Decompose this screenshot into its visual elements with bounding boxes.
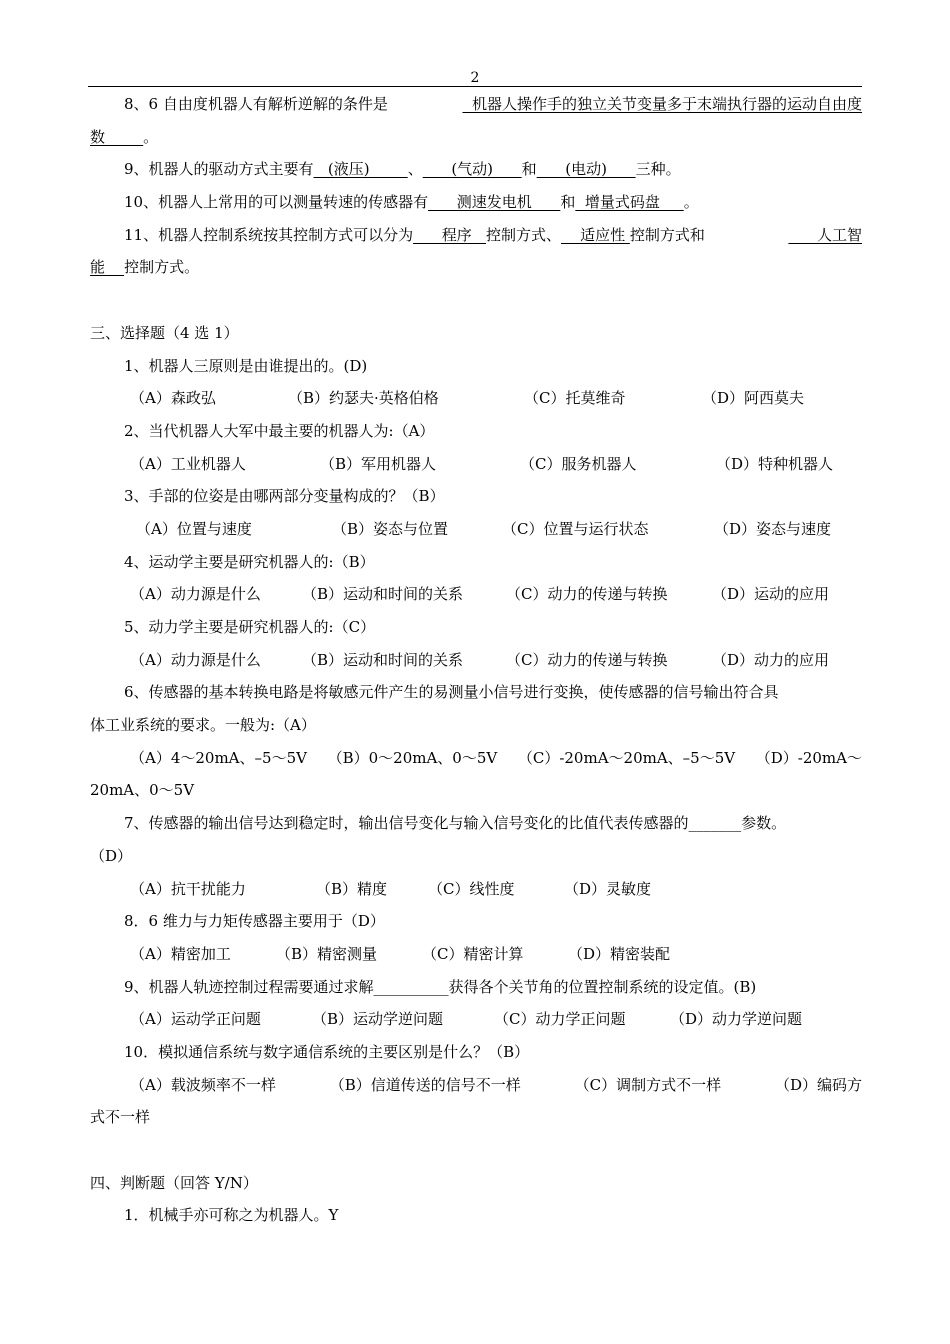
mc8-option-b: （B）精密测量 bbox=[276, 944, 378, 963]
fill-q9-answer-3: (电动) bbox=[536, 160, 636, 179]
fill-q10-end: 。 bbox=[683, 193, 699, 212]
mc7-option-c: （C）线性度 bbox=[428, 879, 515, 898]
mc7-option-a: （A）抗干扰能力 bbox=[130, 879, 246, 898]
fill-q11-line2 bbox=[90, 251, 862, 284]
section-4-title: 四、判断题（回答 Y/N） bbox=[90, 1173, 258, 1192]
fill-q9 bbox=[90, 153, 862, 186]
mc6-option-a: （A）4～20mA、–5～5V bbox=[130, 748, 307, 767]
mc-options-1 bbox=[90, 382, 862, 415]
mc-options-10-line2: 式不一样 bbox=[90, 1108, 151, 1127]
mc9-text: 9、机器人轨迹控制过程需要通过求解 bbox=[124, 977, 374, 996]
mc7-text: 7、传感器的输出信号达到稳定时，输出信号变化与输入信号变化的比值代表传感器的 bbox=[124, 814, 689, 833]
header-rule bbox=[88, 86, 862, 87]
mc2-option-b: （B）军用机器人 bbox=[320, 454, 437, 473]
mc2-option-d: （D）特种机器人 bbox=[716, 454, 834, 473]
page-number: 2 bbox=[470, 70, 480, 86]
mc1-option-b: （B）约瑟夫·英格伯格 bbox=[288, 389, 439, 408]
fill-q11-answer-3-blank bbox=[105, 258, 124, 276]
mc10-option-b: （B）信道传送的信号不一样 bbox=[329, 1075, 521, 1094]
fill-q10 bbox=[90, 186, 862, 219]
fill-q11-answer-1: 程序 bbox=[413, 225, 487, 244]
mc-question-7-line2: （D） bbox=[90, 846, 133, 865]
mc2-option-c: （C）服务机器人 bbox=[520, 454, 637, 473]
mc-question-5: 5、动力学主要是研究机器人的:（C） bbox=[124, 618, 376, 636]
mc7-option-b: （B）精度 bbox=[316, 879, 388, 898]
fill-q8-answer-cont: 数 bbox=[90, 127, 106, 146]
mc-question-6-line2: 体工业系统的要求。一般为:（A） bbox=[90, 716, 316, 735]
fill-q9-answer-2: (气动) bbox=[422, 160, 522, 179]
tf-item-1: 1．机械手亦可称之为机器人。Y bbox=[124, 1206, 339, 1225]
mc3-option-b: （B）姿态与位置 bbox=[332, 519, 449, 538]
mc9-option-b: （B）运动学逆问题 bbox=[312, 1010, 444, 1029]
mc9-text-end: 获得各个关节角的位置控制系统的设定值。(B) bbox=[448, 977, 757, 996]
fill-q10-text: 10、机器人上常用的可以测量转速的传感器有 bbox=[124, 193, 429, 212]
mc9-blank: __________ bbox=[373, 977, 449, 996]
mc4-option-c: （C）动力的传递与转换 bbox=[506, 585, 668, 604]
fill-q9-sep-1: 、 bbox=[407, 160, 423, 179]
mc-options-3 bbox=[90, 513, 862, 546]
fill-q10-answer-1: 测速发电机 bbox=[428, 193, 561, 212]
mc5-option-a: （A）动力源是什么 bbox=[130, 650, 261, 669]
mc6-option-b: （B）0～20mA、0～5V bbox=[327, 748, 498, 767]
mc-question-4: 4、运动学主要是研究机器人的:（B） bbox=[124, 552, 375, 571]
mc-question-7-line1 bbox=[90, 807, 862, 840]
mc1-option-a: （A）森政弘 bbox=[130, 389, 216, 408]
spacer bbox=[90, 284, 862, 317]
mc8-option-a: （A）精密加工 bbox=[130, 944, 231, 963]
fill-q8-answer: 机器人操作手的独立关节变量多于末端执行器的运动自由度 bbox=[462, 95, 862, 113]
mc5-option-c: （C）动力的传递与转换 bbox=[506, 650, 668, 669]
mc-options-5 bbox=[90, 644, 862, 677]
mc4-option-a: （A）动力源是什么 bbox=[130, 585, 261, 604]
mc5-option-b: （B）运动和时间的关系 bbox=[302, 650, 464, 669]
mc-question-8: 8．6 维力与力矩传感器主要用于（D） bbox=[124, 912, 385, 931]
mc8-option-d: （D）精密装配 bbox=[568, 944, 671, 963]
spacer bbox=[90, 1134, 862, 1167]
mc9-option-d: （D）动力学逆问题 bbox=[670, 1010, 803, 1029]
mc4-option-b: （B）运动和时间的关系 bbox=[302, 585, 464, 604]
mc-options-7 bbox=[90, 873, 862, 906]
fill-q8-text: 8、6 自由度机器人有解析逆解的条件是 bbox=[124, 95, 388, 113]
mc7-option-d: （D）灵敏度 bbox=[564, 879, 652, 898]
section-3-title: 三、选择题（4 选 1） bbox=[90, 323, 239, 342]
mc-options-6-line1 bbox=[90, 742, 862, 775]
mc-options-8 bbox=[90, 938, 862, 971]
fill-q9-end: 三种。 bbox=[635, 160, 681, 179]
mc7-blank: _______ bbox=[688, 814, 742, 833]
mc-options-10-line1 bbox=[90, 1069, 862, 1102]
mc-question-10: 10．模拟通信系统与数字通信系统的主要区别是什么？（B） bbox=[124, 1042, 530, 1061]
mc-options-2 bbox=[90, 448, 862, 481]
mc-options-9 bbox=[90, 1003, 862, 1036]
mc10-option-c: （C）调制方式不一样 bbox=[574, 1075, 722, 1094]
fill-q11-mid-2: 控制方式和 bbox=[629, 225, 705, 244]
fill-q9-text: 9、机器人的驱动方式主要有 bbox=[124, 160, 314, 179]
fill-q9-answer-1: (液压) bbox=[313, 160, 408, 179]
mc1-option-c: （C）托莫维奇 bbox=[524, 389, 626, 408]
mc8-option-c: （C）精密计算 bbox=[422, 944, 524, 963]
mc6-option-c: （C）-20mA～20mA、–5～5V bbox=[517, 748, 736, 767]
mc10-option-d: （D）编码方 bbox=[774, 1075, 862, 1094]
fill-q10-answer-2: 增量式码盘 bbox=[575, 193, 684, 212]
mc9-option-c: （C）动力学正问题 bbox=[494, 1010, 626, 1029]
fill-q8-answer-blank bbox=[105, 128, 143, 146]
mc7-text-end: 参数。 bbox=[741, 814, 787, 833]
mc9-option-a: （A）运动学正问题 bbox=[130, 1010, 261, 1029]
mc-question-9 bbox=[90, 971, 862, 1004]
fill-q11-line1 bbox=[90, 219, 862, 252]
mc-question-6-line1: 6、传感器的基本转换电路是将敏感元件产生的易测量小信号进行变换，使传感器的信号输出符合具 bbox=[124, 683, 779, 702]
mc-question-3: 3、手部的位姿是由哪两部分变量构成的？（B） bbox=[124, 487, 445, 506]
fill-q11-answer-2: 适应性 bbox=[561, 225, 630, 244]
fill-q8-line1 bbox=[90, 88, 862, 121]
mc-question-2: 2、当代机器人大军中最主要的机器人为:（A） bbox=[124, 421, 435, 440]
fill-q9-sep-2: 和 bbox=[521, 160, 537, 179]
mc6-option-d: （D）-20mA～ bbox=[755, 748, 862, 767]
fill-q8-end: 。 bbox=[143, 127, 159, 146]
mc-options-6-line2: 20mA、0～5V bbox=[90, 781, 195, 800]
mc-options-4 bbox=[90, 578, 862, 611]
fill-q11-end: 控制方式。 bbox=[124, 258, 200, 277]
fill-q11-text: 11、机器人控制系统按其控制方式可以分为 bbox=[124, 225, 414, 244]
mc1-option-d: （D）阿西莫夫 bbox=[702, 389, 805, 408]
mc10-option-a: （A）载波频率不一样 bbox=[130, 1075, 276, 1094]
fill-q11-mid-1: 控制方式、 bbox=[486, 225, 562, 244]
mc3-option-a: （A）位置与速度 bbox=[136, 519, 252, 538]
fill-q10-sep: 和 bbox=[560, 193, 576, 212]
mc2-option-a: （A）工业机器人 bbox=[130, 454, 246, 473]
mc4-option-d: （D）运动的应用 bbox=[712, 585, 830, 604]
mc-question-1: 1、机器人三原则是由谁提出的。(D) bbox=[124, 356, 368, 375]
mc3-option-d: （D）姿态与速度 bbox=[714, 519, 832, 538]
fill-q8-line2 bbox=[90, 121, 862, 154]
fill-q11-answer-3-cont: 能 bbox=[90, 258, 106, 277]
mc3-option-c: （C）位置与运行状态 bbox=[502, 519, 649, 538]
fill-q11-answer-3: 人工智 bbox=[788, 225, 862, 244]
mc5-option-d: （D）动力的应用 bbox=[712, 650, 830, 669]
document-body bbox=[90, 88, 862, 1232]
